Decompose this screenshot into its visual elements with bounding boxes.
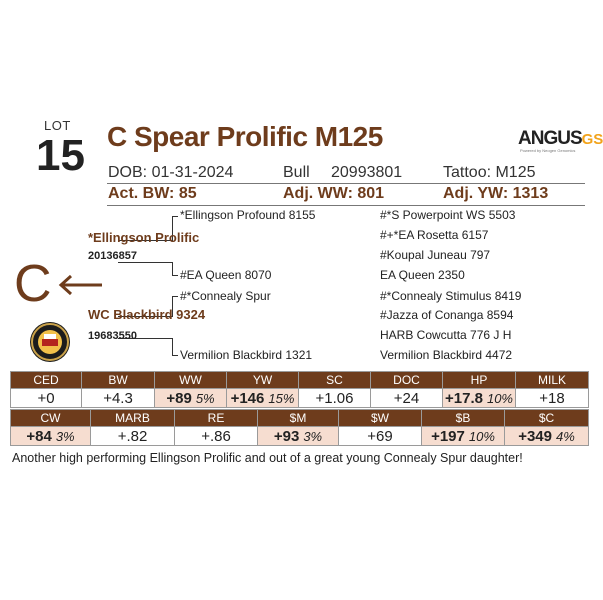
epd-value: +93 <box>273 427 300 445</box>
sire-name: *Ellingson Prolific <box>88 230 200 245</box>
epd-header-sc: SC <box>299 372 371 389</box>
epd-header-m-index: $M <box>258 410 339 427</box>
dam-dam: Vermilion Blackbird 1321 <box>180 348 313 362</box>
epd-value-hp <box>443 389 516 408</box>
epd-value-doc <box>371 389 443 408</box>
pedigree-line <box>118 262 173 263</box>
epd-value: +.86 <box>201 427 231 445</box>
epd-value-c-index <box>505 427 589 446</box>
pedigree-line <box>172 296 178 297</box>
adjusted-yearling-weight: Adj. YW: 1313 <box>443 185 549 202</box>
pedigree-line <box>172 338 173 356</box>
epd-value-sc <box>299 389 371 408</box>
dam-registration: 19683550 <box>88 330 137 342</box>
epd-table-row1 <box>10 371 589 408</box>
epd-value: +.82 <box>117 427 148 445</box>
info-divider <box>107 183 585 184</box>
dob-text: DOB: 01-31-2024 <box>108 164 234 181</box>
epd-percentile: 4% <box>556 428 575 444</box>
ancestor-3: #Koupal Juneau 797 <box>380 248 491 262</box>
arrow-left-icon <box>56 274 104 296</box>
epd-header-doc: DOC <box>371 372 443 389</box>
epd-value: +17.8 <box>445 389 483 407</box>
epd-header-bw: BW <box>82 372 155 389</box>
info-divider-bottom <box>107 205 585 206</box>
epd-header-b-index: $B <box>422 410 505 427</box>
sex-text: Bull <box>283 164 310 181</box>
epd-value: +89 <box>166 389 192 407</box>
lot-label: LOT <box>44 118 71 133</box>
epd-header-marb: MARB <box>91 410 175 427</box>
epd-header-ced: CED <box>11 372 82 389</box>
epd-header-ww: WW <box>155 372 227 389</box>
dam-sire: #*Connealy Spur <box>180 289 271 303</box>
epd-value: +24 <box>393 389 420 407</box>
logo-tagline: Powered by Neogen Genomics <box>520 148 576 153</box>
ancestor-2: #+*EA Rosetta 6157 <box>380 228 489 242</box>
epd-percentile: 10% <box>468 428 495 444</box>
epd-value-ww <box>155 389 227 408</box>
c-brand-logo: C <box>14 255 52 313</box>
epd-header-w-index: $W <box>339 410 422 427</box>
registration-number: 20993801 <box>331 164 403 181</box>
epd-value-m-index <box>258 427 339 446</box>
epd-value-ced <box>11 389 82 408</box>
ancestor-6: #Jazza of Conanga 8594 <box>380 308 514 322</box>
ancestor-8: Vermilion Blackbird 4472 <box>380 348 513 362</box>
epd-header-yw: YW <box>227 372 299 389</box>
epd-value: +69 <box>367 427 393 445</box>
tattoo-text: Tattoo: M125 <box>443 164 536 181</box>
epd-value-w-index <box>339 427 422 446</box>
lot-number: 15 <box>36 131 85 180</box>
epd-value: +1.06 <box>315 389 354 407</box>
epd-header-milk: MILK <box>516 372 589 389</box>
actual-birth-weight: Act. BW: 85 <box>108 185 197 202</box>
epd-value: +4.3 <box>103 389 133 407</box>
pedigree-line <box>172 355 178 356</box>
angus-gs-logo <box>518 128 603 154</box>
epd-value-bw <box>82 389 155 408</box>
epd-value: +197 <box>431 427 465 445</box>
epd-header-cw: CW <box>11 410 91 427</box>
logo-text-gs: GS <box>581 131 603 148</box>
epd-value-marb <box>91 427 175 446</box>
epd-value-cw <box>11 427 91 446</box>
pedigree-line <box>172 216 178 217</box>
epd-value-re <box>175 427 258 446</box>
epd-value: +84 <box>26 427 52 445</box>
epd-percentile: 5% <box>195 390 215 406</box>
epd-value: +146 <box>230 389 265 407</box>
dam-name: WC Blackbird 9324 <box>88 307 206 322</box>
pedigree-line <box>172 262 173 276</box>
sire-registration: 20136857 <box>88 250 137 262</box>
adjusted-weaning-weight: Adj. WW: 801 <box>283 185 385 202</box>
ancestor-7: HARB Cowcutta 776 J H <box>380 328 512 342</box>
epd-value-milk <box>516 389 589 408</box>
epd-header-re: RE <box>175 410 258 427</box>
epd-value: +0 <box>37 389 55 407</box>
animal-name: C Spear Prolific M125 <box>107 121 383 152</box>
epd-header-c-index: $C <box>505 410 589 427</box>
epd-header-hp: HP <box>443 372 516 389</box>
epd-value-b-index <box>422 427 505 446</box>
epd-table-row2 <box>10 409 589 446</box>
epd-percentile: 10% <box>486 390 513 406</box>
ancestor-4: EA Queen 2350 <box>380 268 465 282</box>
lot-comment: Another high performing Ellingson Prolific and out of a great young Connealy Spur daughter! <box>12 451 523 465</box>
sire-dam: #EA Queen 8070 <box>180 268 272 282</box>
ancestor-5: #*Connealy Stimulus 8419 <box>380 289 522 303</box>
epd-value: +18 <box>539 389 565 407</box>
logo-text-angus: ANGUS <box>518 128 582 149</box>
epd-percentile: 3% <box>55 428 75 444</box>
epd-value: +349 <box>518 427 552 445</box>
epd-value-yw <box>227 389 299 408</box>
epd-percentile: 3% <box>303 428 323 444</box>
epd-percentile: 15% <box>268 390 295 406</box>
pedigree-line <box>172 275 178 276</box>
ancestor-1: #*S Powerpoint WS 5503 <box>380 208 516 222</box>
certification-badge-icon <box>30 322 70 362</box>
sire-sire: *Ellingson Profound 8155 <box>180 208 316 222</box>
